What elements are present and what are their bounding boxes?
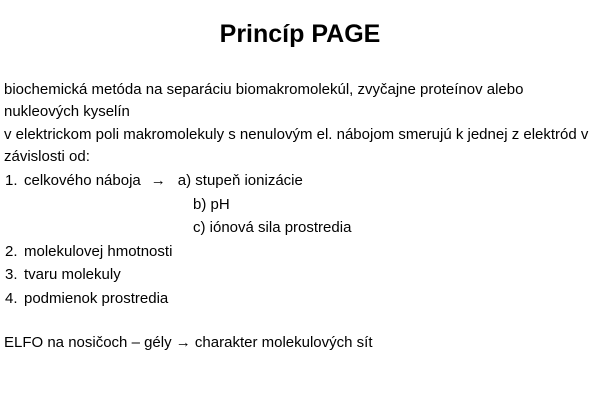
slide-content bbox=[4, 79, 594, 355]
list-item-text: celkového náboja bbox=[24, 172, 141, 189]
list-item bbox=[4, 240, 594, 264]
spacer bbox=[4, 310, 594, 332]
list-item-text: molekulovej hmotnosti bbox=[24, 242, 173, 260]
intro-paragraph: biochemická metóda na separáciu biomakromolekúl, zvyčajne proteínov alebo nukleových kyselín bbox=[4, 81, 524, 120]
list-item bbox=[4, 287, 594, 311]
list-item-text: podmienok prostredia bbox=[24, 289, 169, 307]
sub-item: a) stupeň ionizácie bbox=[177, 172, 303, 189]
list-item-number: 3. bbox=[5, 266, 18, 283]
sub-item-row bbox=[4, 216, 594, 240]
list-item-number: 1. bbox=[5, 172, 18, 189]
intro-paragraph: v elektrickom poli makromolekuly s nenulovým el. nábojom smerujú k jednej z elektród v závislosti od: bbox=[4, 126, 589, 165]
sub-item: b) pH bbox=[193, 195, 230, 213]
list-item bbox=[4, 263, 594, 287]
list-item bbox=[4, 169, 594, 193]
right-arrow-icon: → bbox=[150, 172, 166, 189]
footer-line: ELFO na nosičoch – gély → charakter molekulových sít bbox=[4, 334, 373, 351]
list-item-number: 4. bbox=[5, 289, 18, 307]
list-item-text: tvaru molekuly bbox=[24, 266, 121, 283]
sub-item-row bbox=[4, 193, 594, 217]
sub-item: c) iónová sila prostredia bbox=[193, 219, 352, 236]
list-item-number: 2. bbox=[5, 242, 18, 260]
slide-title: Princíp PAGE bbox=[219, 20, 381, 48]
